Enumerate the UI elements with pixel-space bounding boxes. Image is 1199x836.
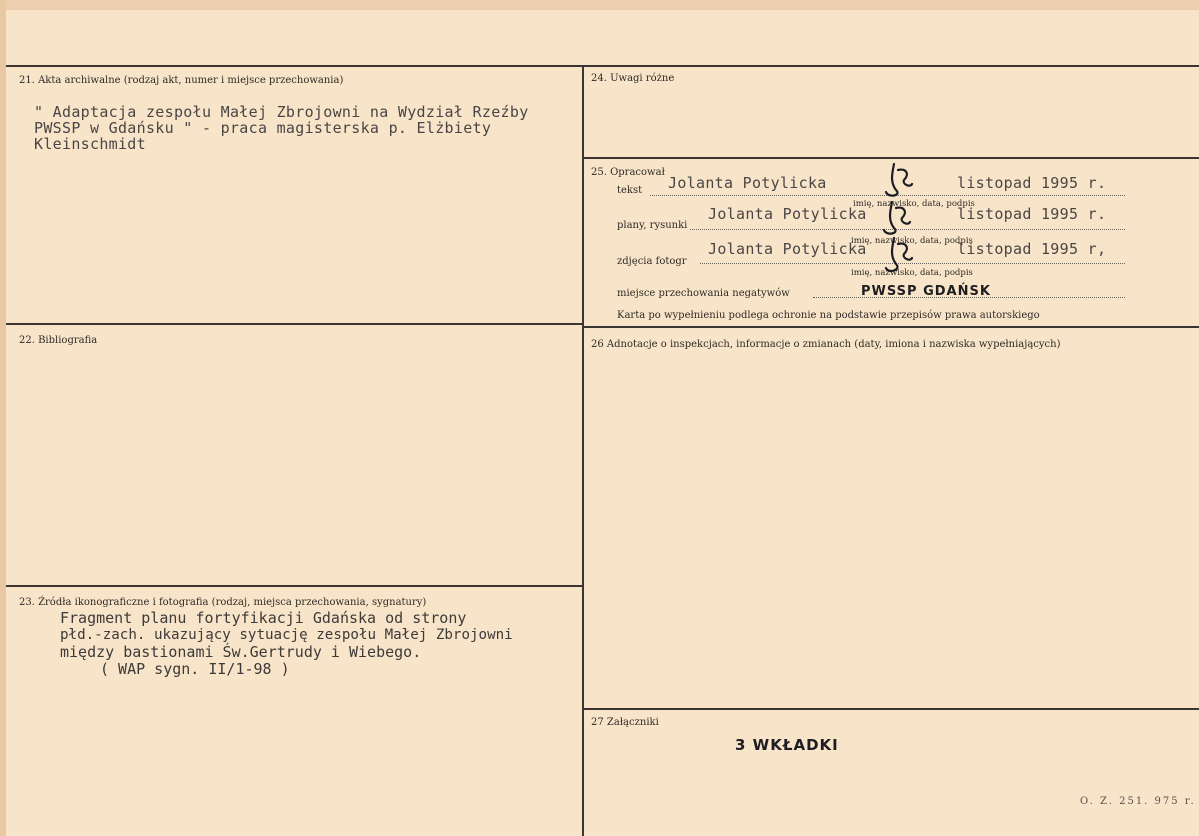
row-tekst-date: listopad 1995 r. [957,174,1107,192]
signature-3 [880,234,920,276]
paper-edge-left [0,0,6,836]
row-tekst-caption: imię, nazwisko, data, podpis [853,199,975,209]
field23-line-1: Fragment planu fortyfikacji Gdańska od strony [60,609,467,627]
field24-label: 24. Uwagi różne [591,73,675,84]
field26-label: 26 Adnotacje o inspekcjach, informacje o zmianach (daty, imiona i nazwiska wypełniających) [591,339,1061,350]
center-divider [582,65,584,836]
field21-label: 21. Akta archiwalne (rodzaj akt, numer i miejsce przechowania) [19,75,344,86]
row-plany-label: plany, rysunki [617,220,688,231]
rule-26-27 [584,708,1199,710]
field23-label: 23. Źródła ikonograficzne i fotografia (rodzaj, miejsca przechowania, sygnatury) [19,597,427,608]
signature-2 [878,198,918,238]
row-zdjecia-label: zdjęcia fotogr [617,256,687,267]
footer-code: O. Z. 251. 975 r. [1080,796,1196,807]
field25-label: 25. Opracował [591,167,665,178]
field23-line-3: między bastionami Św.Gertrudy i Wiebego. [60,643,422,661]
row-plany-name: Jolanta Potylicka [708,205,867,223]
paper-edge-top [0,0,1199,10]
field21-line-3: Kleinschmidt [34,135,146,153]
field21-line-2: PWSSP w Gdańsku " - praca magisterska p. Elżbiety [34,119,492,137]
row-plany-date: listopad 1995 r. [957,205,1107,223]
row-tekst-label: tekst [617,185,643,196]
field21-line-1: " Adaptacja zespołu Małej Zbrojowni na Wydział Rzeźby [34,103,529,121]
rule-24-25 [584,157,1199,159]
negatives-value: PWSSP GDAŃSK [861,284,991,299]
field23-line-4: ( WAP sygn. II/1-98 ) [100,660,290,678]
copyright-note: Karta po wypełnieniu podlega ochronie na podstawie przepisów prawa autorskiego [617,310,1040,321]
field22-label: 22. Bibliografia [19,335,98,346]
row-zdjecia-caption: imię, nazwisko, data, podpis [851,268,973,278]
field23-line-2: płd.-zach. ukazujący sytuację zespołu Małej Zbrojowni [60,627,513,643]
field27-label: 27 Załączniki [591,717,659,728]
negatives-label: miejsce przechowania negatywów [617,288,790,299]
top-rule [6,65,1199,67]
row-zdjecia-date: listopad 1995 r, [957,240,1107,258]
row-tekst-name: Jolanta Potylicka [668,174,827,192]
field27-value: 3 WKŁADKI [735,736,839,754]
signature-1 [880,160,920,200]
rule-25-26 [584,326,1199,328]
rule-21-22 [6,323,582,325]
row-zdjecia-name: Jolanta Potylicka [708,240,867,258]
rule-22-23 [6,585,582,587]
row-plany-caption: imię, nazwisko, data, podpis [851,236,973,246]
